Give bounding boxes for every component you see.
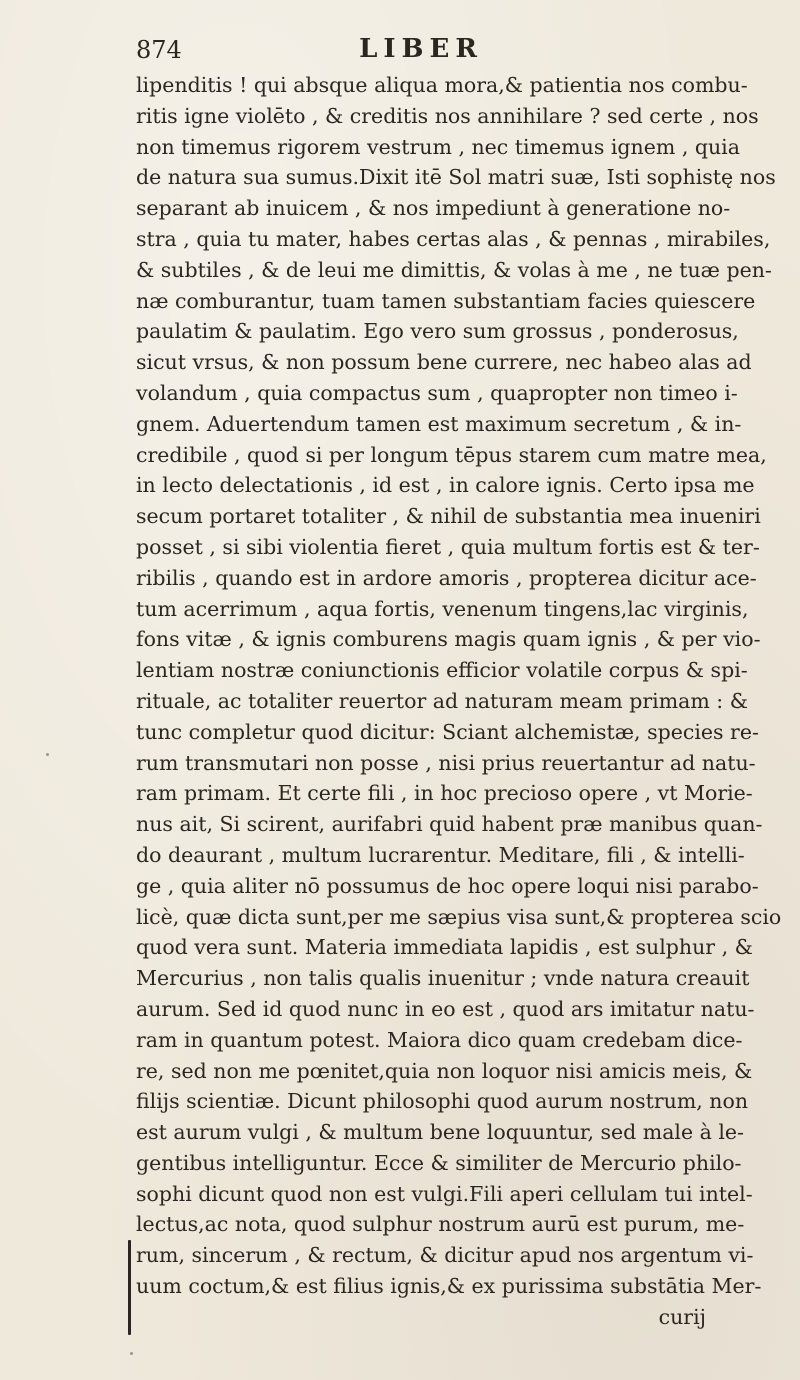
text-line: næ comburantur, tuam tamen substantiam facies quiescere — [136, 288, 756, 313]
text-line: est aurum vulgi , & multum bene loquuntur, sed male à le- — [136, 1120, 744, 1145]
text-line: rituale, ac totaliter reuertor ad naturam meam primam : & — [136, 688, 748, 713]
text-line: re, sed non me pœnitet,quia non loquor nisi amicis meis, & — [136, 1058, 753, 1083]
text-line: Mercurius , non talis qualis inuenitur ; vnde natura creauit — [136, 966, 750, 991]
text-line: tum acerrimum , aqua fortis, venenum tingens,lac virginis, — [136, 596, 749, 621]
text-line: ritis igne violēto , & creditis nos annihilare ? sed certe , nos — [136, 103, 759, 128]
running-head: LIBER — [359, 34, 483, 64]
text-line: rum, sincerum , & rectum, & dicitur apud nos argentum vi- — [136, 1243, 754, 1268]
text-line: licè, quæ dicta sunt,per me sæpius visa sunt,& propterea scio — [136, 904, 782, 929]
catchword: curij — [658, 1304, 706, 1329]
text-line: credibile , quod si per longum tēpus starem cum matre mea, — [136, 442, 767, 467]
text-line: separant ab inuicem , & nos impediunt à generatione no- — [136, 196, 731, 221]
text-line: sophi dicunt quod non est vulgi.Fili aperi cellulam tui intel- — [136, 1181, 753, 1206]
text-line: volandum , quia compactus sum , quapropter non timeo i- — [136, 380, 738, 405]
page-header — [136, 34, 706, 68]
text-line: in lecto delectationis , id est , in calore ignis. Certo ipsa me — [136, 473, 755, 498]
text-line: ribilis , quando est in ardore amoris , propterea dicitur ace- — [136, 565, 757, 590]
text-line: rum transmutari non posse , nisi prius reuertantur ad natu- — [136, 750, 756, 775]
text-line: nus ait, Si scirent, aurifabri quid habent præ manibus quan- — [136, 812, 763, 837]
text-line: filijs scientiæ. Dicunt philosophi quod aurum nostrum, non — [136, 1089, 749, 1114]
page-number: 874 — [136, 36, 182, 64]
text-line: uum coctum,& est filius ignis,& ex purissima substātia Mer- — [136, 1274, 762, 1299]
text-line: secum portaret totaliter , & nihil de substantia mea inueniri — [136, 504, 761, 529]
paper-speck — [130, 1352, 133, 1355]
text-line: ram primam. Et certe fili , in hoc precioso opere , vt Morie- — [136, 781, 753, 806]
text-line: non timemus rigorem vestrum , nec timemus ignem , quia — [136, 134, 740, 159]
text-line: quod vera sunt. Materia immediata lapidis , est sulphur , & — [136, 935, 753, 960]
text-line: lentiam nostræ coniunctionis efficior volatile corpus & spi- — [136, 658, 748, 683]
text-line: aurum. Sed id quod nunc in eo est , quod ars imitatur natu- — [136, 996, 755, 1021]
text-line: gnem. Aduertendum tamen est maximum secretum , & in- — [136, 411, 742, 436]
text-line: lipenditis ! qui absque aliqua mora,& patientia nos combu- — [136, 73, 748, 97]
margin-ink-stroke — [128, 1240, 131, 1335]
text-line: sicut vrsus, & non possum bene currere, nec habeo alas ad — [136, 350, 752, 375]
text-line: ram in quantum potest. Maiora dico quam credebam dice- — [136, 1027, 743, 1052]
text-line: do deaurant , multum lucrarentur. Meditare, fili , & intelli- — [136, 842, 745, 867]
text-line: posset , si sibi violentia fieret , quia multum fortis est & ter- — [136, 534, 760, 559]
text-line: de natura sua sumus.Dixit itē Sol matri suæ, Isti sophistę nos — [136, 165, 776, 190]
text-line: ge , quia aliter nō possumus de hoc opere loqui nisi parabo- — [136, 873, 759, 898]
text-line: lectus,ac nota, quod sulphur nostrum aurū est purum, me- — [136, 1212, 745, 1237]
text-line: gentibus intelliguntur. Ecce & similiter de Mercurio philo- — [136, 1150, 742, 1175]
body-text — [136, 70, 782, 1333]
text-line: stra , quia tu mater, habes certas alas , & pennas , mirabiles, — [136, 226, 771, 251]
text-line: & subtiles , & de leui me dimittis, & volas à me , ne tuæ pen- — [136, 257, 772, 282]
text-line: paulatim & paulatim. Ego vero sum grossus , ponderosus, — [136, 319, 739, 344]
paper-speck — [46, 753, 49, 756]
text-line: tunc completur quod dicitur: Sciant alchemistæ, species re- — [136, 719, 759, 744]
text-line: fons vitæ , & ignis comburens magis quam ignis , & per vio- — [136, 627, 761, 652]
